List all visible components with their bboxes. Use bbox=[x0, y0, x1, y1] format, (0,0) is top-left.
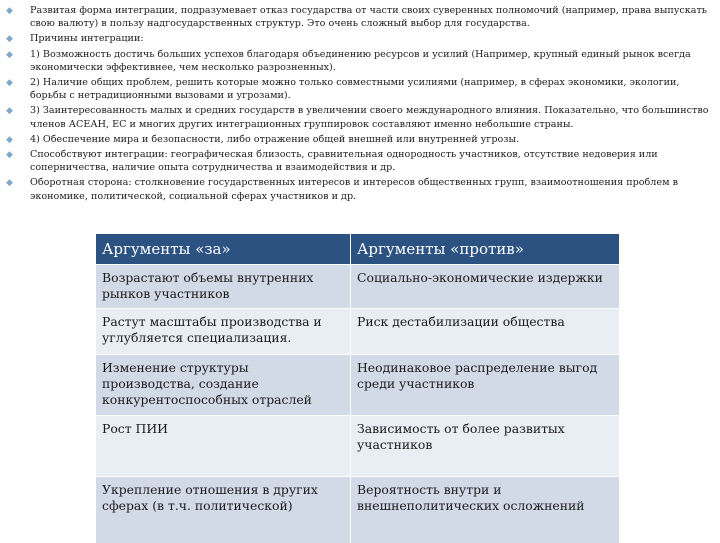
cell-pro: Растут масштабы производства и углубляется специализация. bbox=[96, 308, 351, 354]
cell-pro: Укрепление отношения в других сферах (в т.ч. политической) bbox=[96, 476, 351, 543]
cell-contra: Риск дестабилизации общества bbox=[351, 308, 620, 354]
bullet-item bbox=[4, 48, 716, 74]
bullet-icon: ◆ bbox=[6, 49, 13, 60]
table-row bbox=[96, 415, 620, 476]
bullet-text: Способствуют интеграции: географическая близость, сравнительная однородность участников, отсутствие недоверия или соперничества, наличие опыта сотрудничества и взаимодействия и др. bbox=[30, 149, 658, 174]
bullet-item bbox=[4, 32, 716, 45]
table-header-row bbox=[96, 234, 620, 264]
table-row bbox=[96, 476, 620, 543]
table-row bbox=[96, 354, 620, 415]
bullet-icon: ◆ bbox=[6, 178, 13, 189]
bullet-icon: ◆ bbox=[6, 150, 13, 161]
arguments-table bbox=[96, 234, 620, 543]
bullet-text: Оборотная сторона: столкновение государственных интересов и интересов общественных групп, взаимоотношения проблем в экономике, политической, социальной сферах участников и др. bbox=[30, 177, 678, 202]
bullet-text: 3) Заинтересованность малых и средних государств в увеличении своего международного влияния. Показательно, что большинство членов АСЕАН, ЕС и многих других интеграционных группировок составляют именно небольшие страны. bbox=[30, 105, 709, 130]
bullet-text: Причины интеграции: bbox=[30, 33, 144, 45]
bullet-item bbox=[4, 4, 716, 30]
cell-contra: Зависимость от более развитых участников bbox=[351, 415, 620, 476]
bullet-icon: ◆ bbox=[6, 134, 13, 145]
bullet-icon: ◆ bbox=[6, 6, 13, 16]
bullet-item bbox=[4, 76, 716, 102]
bullet-text: Развитая форма интеграции, подразумевает отказ государства от части своих суверенных полномочий (например, права выпускать свою валюту) в пользу надгосударственных структур. Это очень сложный выбор для государства. bbox=[30, 5, 708, 30]
bullet-list bbox=[4, 4, 716, 205]
cell-contra: Неодинаковое распределение выгод среди участников bbox=[351, 354, 620, 415]
bullet-icon: ◆ bbox=[6, 34, 13, 45]
cell-pro: Возрастают объемы внутренних рынков участников bbox=[96, 264, 351, 308]
cell-contra: Социально-экономические издержки bbox=[351, 264, 620, 308]
cell-pro: Изменение структуры производства, создание конкурентоспособных отраслей bbox=[96, 354, 351, 415]
table-row bbox=[96, 264, 620, 308]
header-contra: Аргументы «против» bbox=[351, 234, 620, 264]
bullet-text: 4) Обеспечение мира и безопасности, либо отражение общей внешней или внутренней угрозы. bbox=[30, 133, 520, 145]
bullet-item bbox=[4, 133, 716, 146]
cell-contra: Вероятность внутри и внешнеполитических осложнений bbox=[351, 476, 620, 543]
bullet-item bbox=[4, 148, 716, 174]
bullet-icon: ◆ bbox=[6, 106, 13, 117]
bullet-item bbox=[4, 176, 716, 202]
bullet-item bbox=[4, 104, 716, 130]
bullet-text: 2) Наличие общих проблем, решить которые можно только совместными усилиями (например, в сферах экономики, экологии, борьбы с нетрадиционными вызовами и угрозами). bbox=[30, 77, 680, 102]
cell-pro: Рост ПИИ bbox=[96, 415, 351, 476]
table-row bbox=[96, 308, 620, 354]
bullet-text: 1) Возможность достичь больших успехов благодаря объединению ресурсов и усилий (Например, крупный единый рынок всегда экономически эффективнее, чем несколько разрозненных). bbox=[30, 48, 691, 73]
bullet-icon: ◆ bbox=[6, 78, 13, 89]
header-pro: Аргументы «за» bbox=[96, 234, 351, 264]
